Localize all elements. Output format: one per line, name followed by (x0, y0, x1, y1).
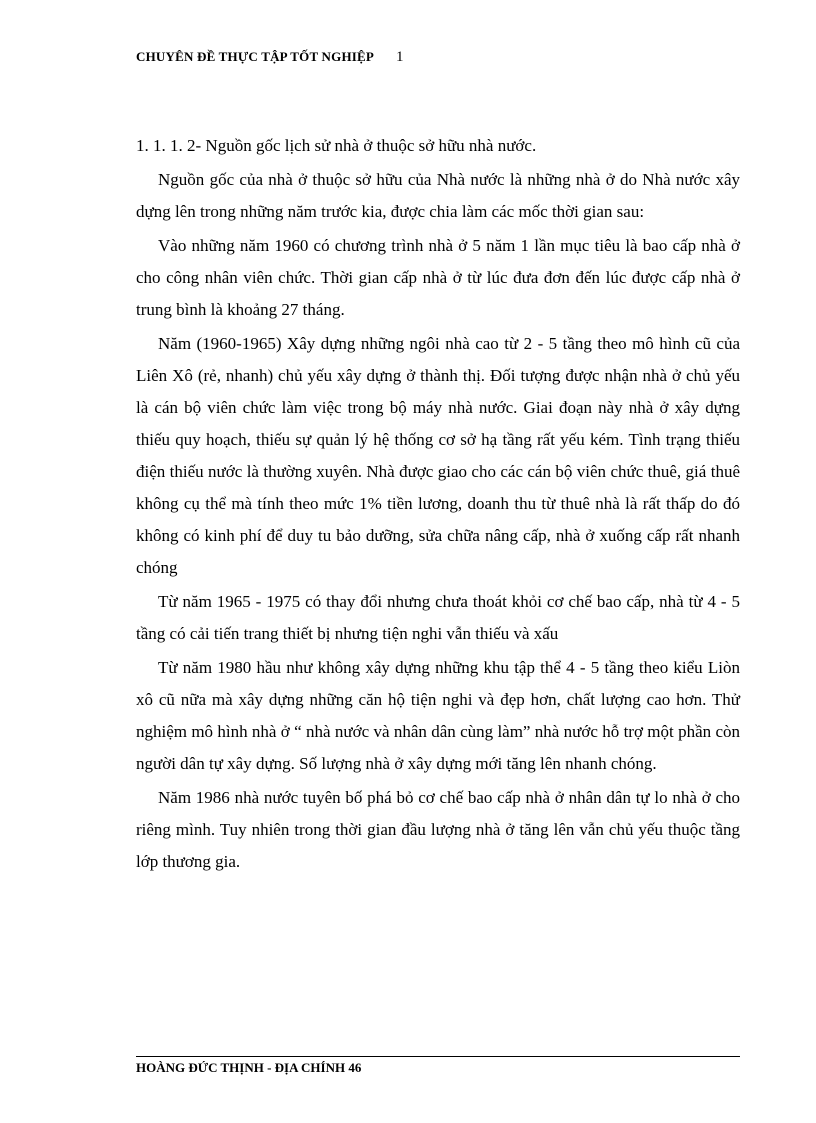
page-footer: HOÀNG ĐỨC THỊNH - ĐỊA CHÍNH 46 (136, 1060, 362, 1075)
paragraph-1960-1965: Năm (1960-1965) Xây dựng những ngôi nhà cao từ 2 - 5 tầng theo mô hình cũ của Liên Xô (rẻ, nhanh) chủ yếu xây dựng ở thành thị. Đối tượng được nhận nhà ở chủ yếu là cán bộ viên chức làm việc trong bộ máy nhà nước. Giai đoạn này nhà ở xây dựng thiếu quy hoạch, thiếu sự quản lý hệ thống cơ sở hạ tầng rất yếu kém. Tình trạng thiếu điện thiếu nước là thường xuyên. Nhà được giao cho các cán bộ viên chức thuê, giá thuê không cụ thể mà tính theo mức 1% tiền lương, doanh thu từ thuê nhà là rất thấp do đó không có kinh phí để duy tu bảo dưỡng, sửa chữa nâng cấp, nhà ở xuống cấp rất nhanh chóng (136, 334, 740, 577)
page-header (136, 49, 404, 66)
page-number: 1 (396, 49, 404, 65)
header-title: CHUYÊN ĐỀ THỰC TẬP TỐT NGHIỆP (136, 49, 375, 64)
paragraph-1986: Năm 1986 nhà nước tuyên bố phá bỏ cơ chế bao cấp nhà ở nhân dân tự lo nhà ở cho riêng mình. Tuy nhiên trong thời gian đầu lượng nhà ở tăng lên vẫn chủ yếu thuộc tầng lớp thương gia. (136, 788, 740, 871)
paragraph-origin: Nguồn gốc của nhà ở thuộc sở hữu của Nhà nước là những nhà ở do Nhà nước xây dựng lên trong những năm trước kia, được chia làm các mốc thời gian sau: (136, 170, 740, 221)
paragraph-1965-1975: Từ năm 1965 - 1975 có thay đổi nhưng chưa thoát khỏi cơ chế bao cấp, nhà từ 4 - 5 tầng có cải tiến trang thiết bị nhưng tiện nghi vẫn thiếu và xấu (136, 592, 740, 643)
section-heading: 1. 1. 1. 2- Nguồn gốc lịch sử nhà ở thuộc sở hữu nhà nước. (136, 136, 537, 155)
paragraph-1980: Từ năm 1980 hầu như không xây dựng những khu tập thể 4 - 5 tầng theo kiểu Liòn xô cũ nữa mà xây dựng những căn hộ tiện nghi và đẹp hơn, chất lượng cao hơn. Thử nghiệm mô hình nhà ở “ nhà nước và nhân dân cùng làm” nhà nước hỗ trợ một phần còn người dân tự xây dựng. Số lượng nhà ở xây dựng mới tăng lên nhanh chóng. (136, 658, 740, 773)
document-body (136, 130, 740, 880)
paragraph-1960: Vào những năm 1960 có chương trình nhà ở 5 năm 1 lần mục tiêu là bao cấp nhà ở cho công nhân viên chức. Thời gian cấp nhà ở từ lúc đưa đơn đến lúc được cấp nhà ở trung bình là khoảng 27 tháng. (136, 236, 740, 319)
footer-divider (136, 1056, 740, 1057)
